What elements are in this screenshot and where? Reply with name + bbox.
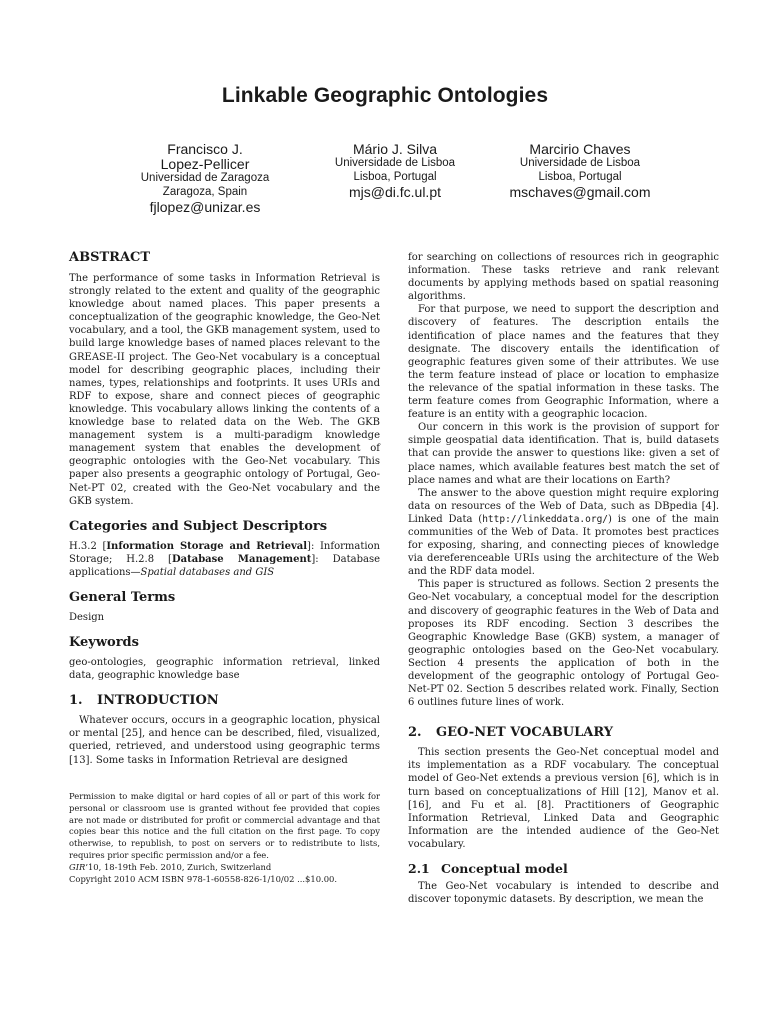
author-email: mschaves@gmail.com xyxy=(509,184,651,200)
right-column xyxy=(408,251,719,906)
author-email: fjlopez@unizar.es xyxy=(149,199,261,215)
category-term-1: Information Storage and Retrieval xyxy=(106,540,308,552)
category-rest-2: ]: Database applications— xyxy=(69,553,381,578)
section2-paragraph-1: This section presents the Geo-Net conceptual model and its implementation as a RDF vocabulary. The conceptual model of Geo-Net extends a previous version [6], which is in turn based on conceptualizations of Hill [12], Manov et al. [16], and Fu et al. [8]. Practitioners of Geographic Information Retrieval, Linked Data and Geographic Information are the intended audience of the Geo-Net vocabulary. xyxy=(408,747,719,850)
copyright-venue xyxy=(69,862,380,874)
categories-heading: Categories and Subject Descriptors xyxy=(69,518,328,534)
venue-name: GIR xyxy=(69,861,86,872)
section2-number: 2. xyxy=(408,725,422,741)
copyright-notice xyxy=(69,791,380,885)
intro-number: 1. xyxy=(69,693,83,709)
intro-paragraph-4 xyxy=(408,487,719,579)
subsection21-number: 2.1 xyxy=(408,861,430,877)
section2-title: GEO-NET VOCABULARY xyxy=(436,725,614,741)
keywords-heading: Keywords xyxy=(69,635,139,651)
author-block-2 xyxy=(310,142,480,201)
intro-paragraph-3: Our concern in this work is the provision of support for simple geospatial data identification. That is, build datasets that can provide the answer to questions like: given a set of place names, which available features best match the set of place names and what are their locations on Earth? xyxy=(408,422,719,486)
author-block-3 xyxy=(495,142,665,201)
author-location: Zaragoza, Spain xyxy=(162,185,248,198)
linked-data-url[interactable]: http://linkeddata.org/ xyxy=(482,513,609,525)
venue-details: ’10, 18-19th Feb. 2010, Zurich, Switzerland xyxy=(85,861,272,872)
author-email: mjs@di.fc.ul.pt xyxy=(348,184,441,200)
intro-title: INTRODUCTION xyxy=(97,693,219,709)
categories-text xyxy=(69,540,380,579)
general-terms-text: Design xyxy=(69,611,105,623)
intro-paragraph-1: Whatever occurs, occurs in a geographic location, physical or mental [25], and hence can be described, filed, visualized, queried, retrieved, and understood using geographic terms [13]. Some tasks in Information Retrieval are designed xyxy=(69,715,380,766)
intro-p4-end: ) is one of the main communities of the Web of Data. It promotes best practices for exposing, sharing, and connecting pieces of knowledge via dereferenceable URIs using the architecture of the Web and the RDF data model. xyxy=(408,513,719,578)
left-column xyxy=(69,250,380,767)
category-subject: Spatial databases and GIS xyxy=(140,566,275,578)
author-name-line2: Lopez-Pellicer xyxy=(160,156,250,172)
intro-paragraph-5: This paper is structured as follows. Section 2 presents the Geo-Net vocabulary, a conceptual model for the description and discovery of geographic features in the Web of Data and proposes its RDF encoding. Section 3 describes the Geographic Knowledge Base (GKB) system, a manager of geographic ontologies based on the Geo-Net vocabulary. Section 4 presents the application of both in the development of the geographic ontology of Portugal Geo-Net-PT 02. Section 5 describes related work. Finally, Section 6 outlines future lines of work. xyxy=(408,579,719,709)
intro-heading xyxy=(69,693,380,709)
category-term-2: Database Management xyxy=(171,553,312,565)
subsection21-title: Conceptual model xyxy=(441,861,568,877)
author-location: Lisboa, Portugal xyxy=(538,170,622,183)
author-name: Francisco J. xyxy=(167,141,243,157)
abstract-text: The performance of some tasks in Information Retrieval is strongly related to the extent and quality of the geographic knowledge about named places. This paper presents a conceptualization of the geographic knowledge, the Geo-Net vocabulary, and a tool, the GKB management system, used to build large knowledge bases of named places relevant to the GREASE-II project. The Geo-Net vocabulary is a conceptual model for describing geographic places, including their names, types, relationships and footprints. It uses URIs and RDF to expose, share and connect pieces of geographic knowledge. This vocabulary allows linking the contents of a knowledge base to related data on the Web. The GKB management system is a multi-paradigm knowledge management system that enables the development of geographic ontologies with the Geo-Net vocabulary. This paper also presents a geographic ontology of Portugal, Geo-Net-PT 02, created with the Geo-Net vocabulary and the GKB system. xyxy=(69,273,380,507)
author-affiliation: Universidad de Zaragoza xyxy=(140,172,270,184)
copyright-permission: Permission to make digital or hard copies of all or part of this work for personal or classroom use is granted without fee provided that copies are not made or distributed for profit or commercial advantage and that copies bear this notice and the full citation on the first page. To copy otherwise, to republish, to post on servers or to redistribute to lists, requires prior specific permission and/or a fee. xyxy=(69,791,380,860)
subsection21-paragraph-1: The Geo-Net vocabulary is intended to describe and discover toponymic datasets. By description, we mean the xyxy=(408,881,719,906)
author-affiliation: Universidade de Lisboa xyxy=(519,157,641,169)
author-affiliation: Universidade de Lisboa xyxy=(334,157,456,169)
abstract-heading: ABSTRACT xyxy=(69,250,151,265)
subsection21-heading xyxy=(408,861,719,877)
author-name: Marcirio Chaves xyxy=(529,141,631,157)
intro-paragraph-2: For that purpose, we need to support the description and discovery of features. The description entails the identification of place names and the features that they designate. The discovery entails the identification of geographic features given some of their attributes. We use the term feature instead of place or location to emphasize the relevance of the spatial information in these tasks. The term feature comes from Geographic Information, where a feature is an entity with a geographic locacion. xyxy=(408,304,719,421)
keywords-text: geo-ontologies, geographic information retrieval, linked data, geographic knowledge base xyxy=(69,657,380,682)
section2-heading xyxy=(408,725,719,741)
copyright-isbn: Copyright 2010 ACM ISBN 978-1-60558-826-1/10/02 ...$10.00. xyxy=(69,873,338,884)
general-terms-heading: General Terms xyxy=(69,589,176,605)
paper-title: Linkable Geographic Ontologies xyxy=(221,84,549,107)
author-location: Lisboa, Portugal xyxy=(353,170,437,183)
intro-paragraph-1-continued: for searching on collections of resources rich in geographic information. These tasks retrieve and rank relevant documents by applying methods based on spatial reasoning algorithms. xyxy=(408,252,719,303)
category-rest-1: ]: Information Storage; H.2.8 [ xyxy=(69,540,380,565)
category-code: H.3.2 [ xyxy=(69,540,107,552)
intro-p4-start: The answer to the above question might require exploring data on resources of the Web of Data, such as DBpedia [4]. Linked Data ( xyxy=(408,487,719,525)
author-block-1 xyxy=(120,142,290,216)
author-name: Mário J. Silva xyxy=(352,141,438,157)
